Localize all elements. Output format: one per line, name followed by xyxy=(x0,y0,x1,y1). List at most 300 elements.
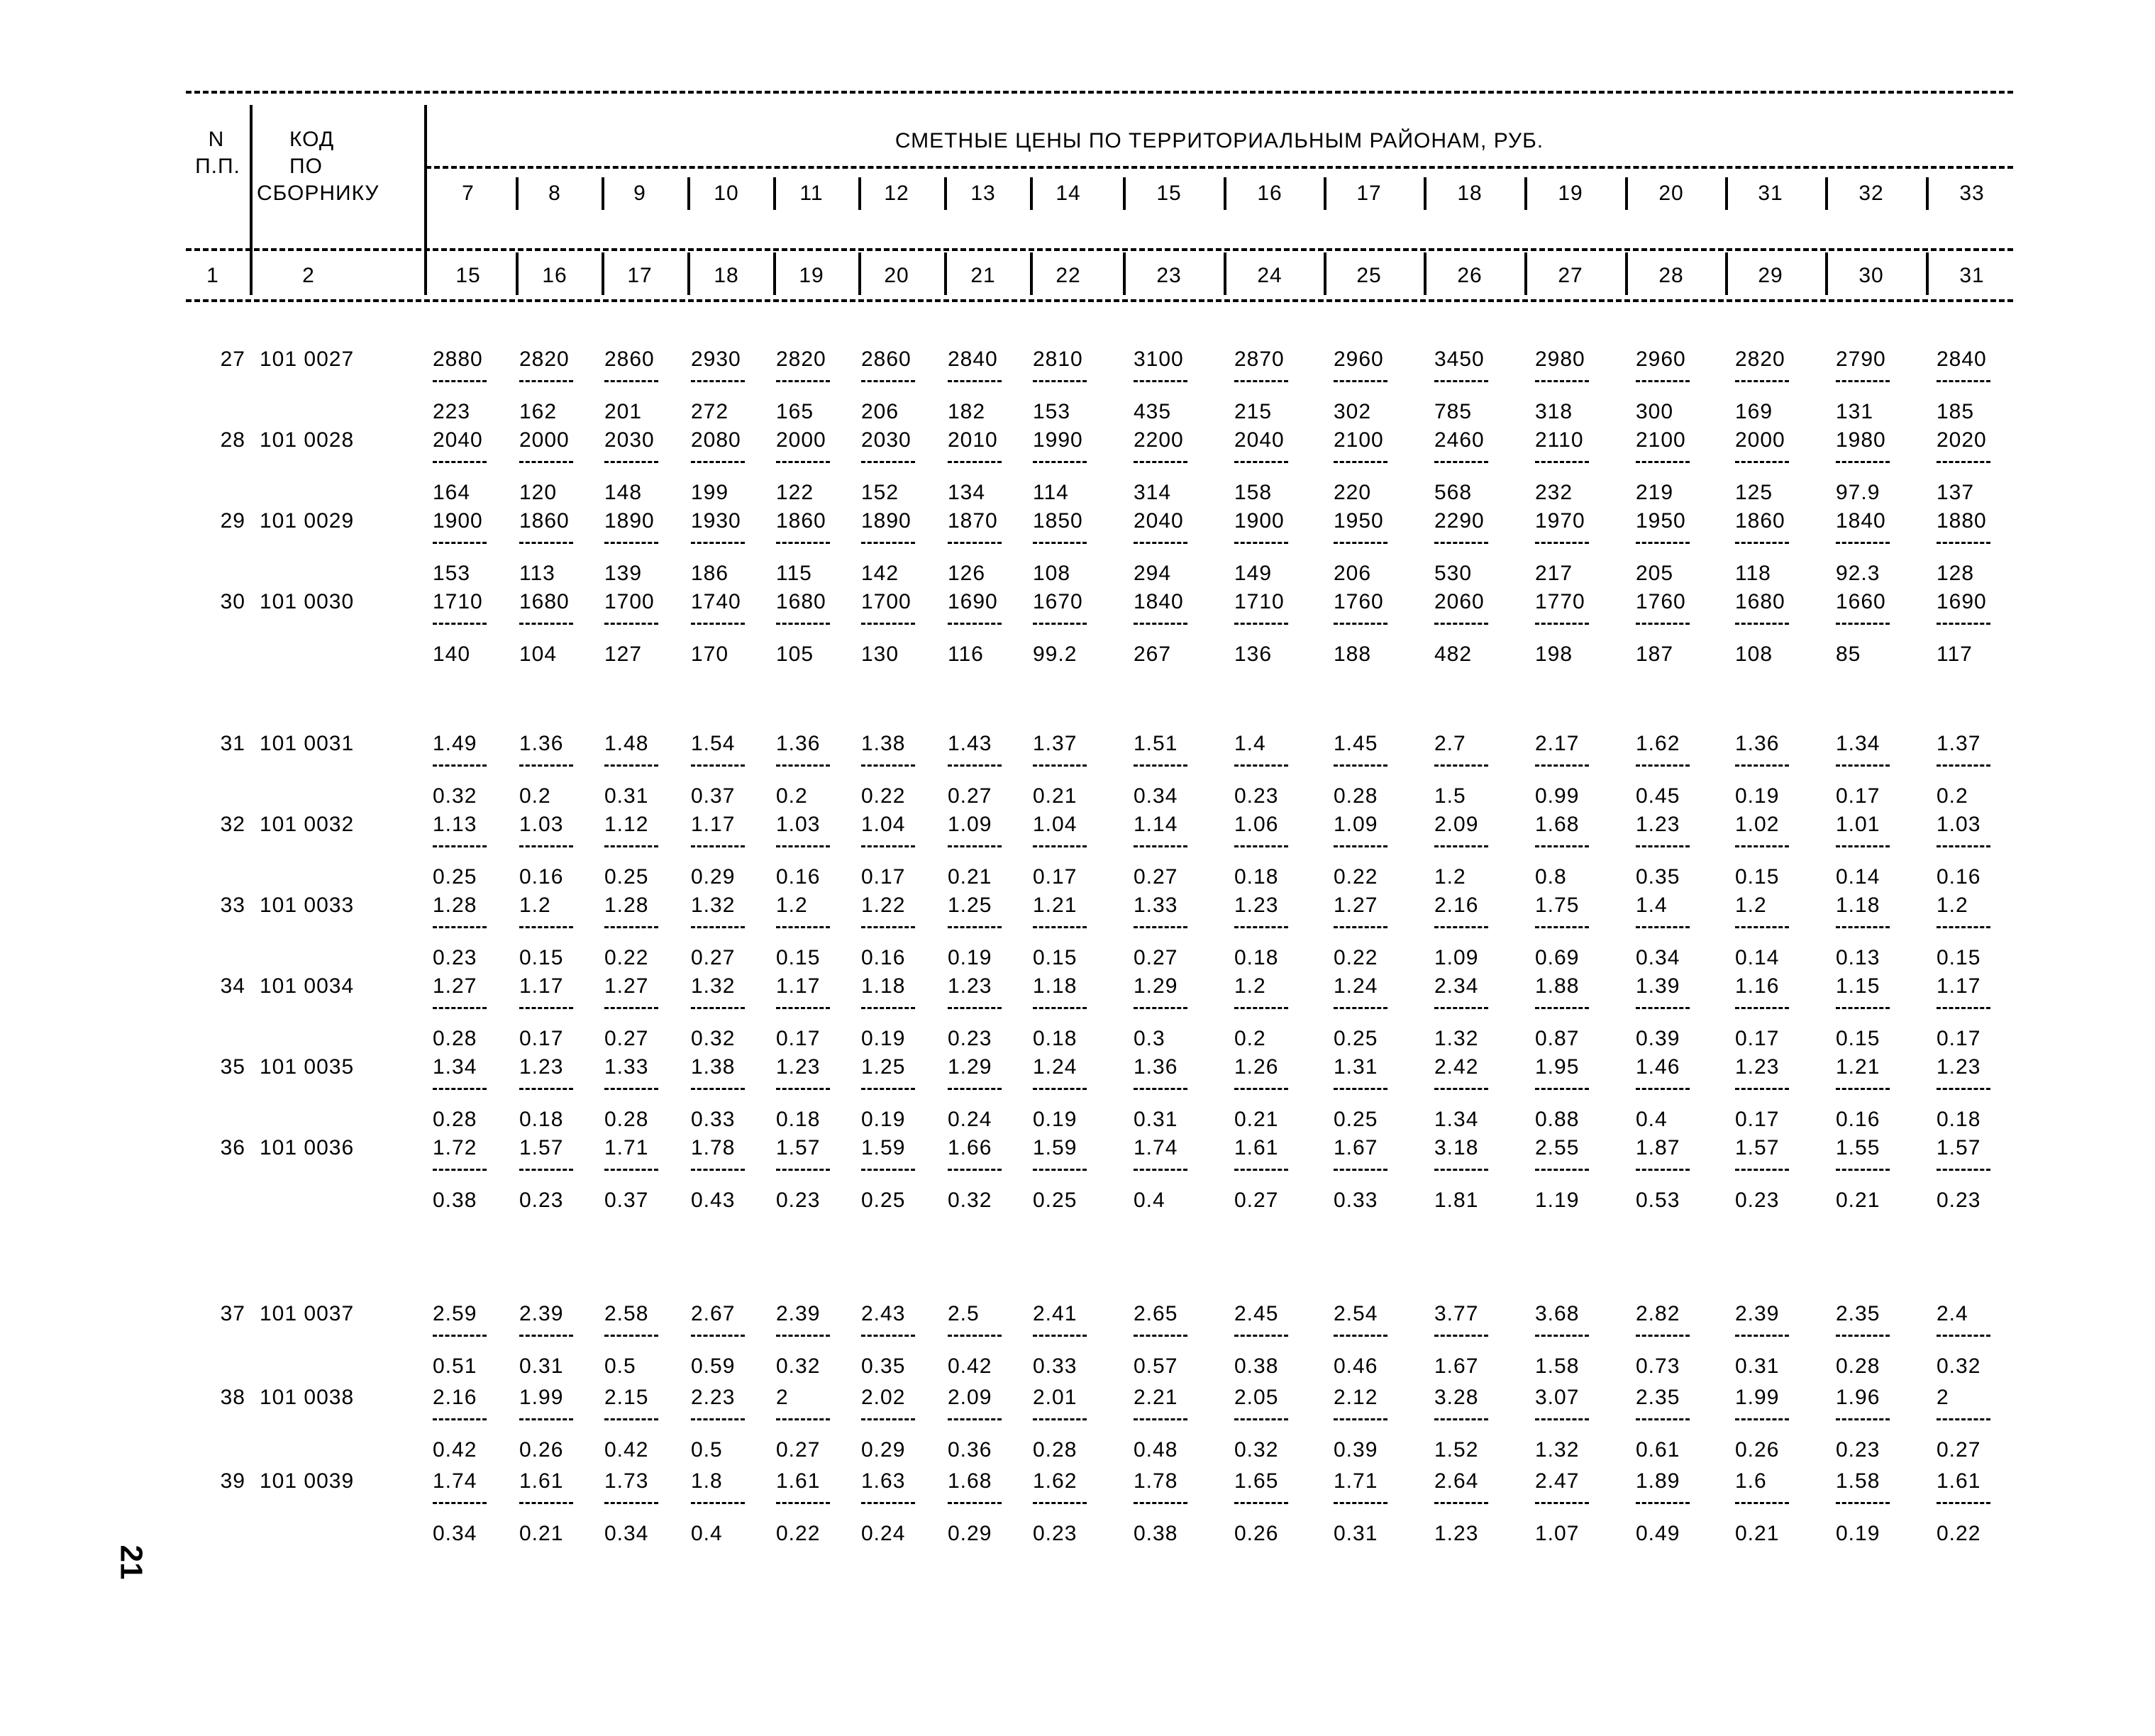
price-value: 2790 xyxy=(1836,347,1886,371)
price-value: 2960 xyxy=(1334,347,1384,371)
price-value: 2820 xyxy=(1735,347,1785,371)
price-value-secondary: 134 xyxy=(948,481,986,504)
fraction-line xyxy=(1033,1169,1087,1171)
fraction-line xyxy=(519,1418,573,1420)
fraction-line xyxy=(604,764,658,767)
fraction-line xyxy=(861,1418,915,1420)
colnum: 27 xyxy=(1558,264,1583,287)
price-value: 1930 xyxy=(691,509,741,533)
price-value: 1.23 xyxy=(1234,894,1279,917)
price-value: 2030 xyxy=(861,428,912,452)
fraction-line xyxy=(861,926,915,928)
colnum: 24 xyxy=(1257,264,1283,287)
price-value-secondary: 0.48 xyxy=(1134,1438,1178,1462)
price-value: 1.28 xyxy=(604,894,649,917)
price-value: 1.6 xyxy=(1735,1469,1767,1493)
colnum: 15 xyxy=(455,264,481,287)
colnum: 22 xyxy=(1056,264,1081,287)
fraction-line xyxy=(1636,380,1690,382)
colnum: 17 xyxy=(627,264,653,287)
row-number: 39 xyxy=(220,1469,245,1493)
price-value: 2.58 xyxy=(604,1302,649,1325)
price-value: 1.59 xyxy=(861,1136,906,1159)
price-value-secondary: 0.14 xyxy=(1735,946,1780,969)
fraction-line xyxy=(1535,845,1589,847)
price-value-secondary: 0.19 xyxy=(1033,1108,1078,1131)
fraction-line xyxy=(1937,764,1990,767)
header-bottom-rule xyxy=(186,299,2013,302)
price-value: 1.2 xyxy=(776,894,808,917)
price-value-secondary: 300 xyxy=(1636,400,1674,423)
price-value: 1.27 xyxy=(433,974,477,998)
price-value: 1.36 xyxy=(1134,1055,1178,1079)
fraction-line xyxy=(861,1169,915,1171)
price-value-secondary: 0.23 xyxy=(1033,1522,1078,1545)
price-value-secondary: 0.18 xyxy=(1234,946,1279,969)
fraction-line xyxy=(1434,1169,1488,1171)
price-value-secondary: 1.07 xyxy=(1535,1522,1580,1545)
column-divider xyxy=(944,252,947,295)
price-value: 1.25 xyxy=(948,894,992,917)
price-value: 1760 xyxy=(1334,590,1384,613)
price-value-secondary: 186 xyxy=(691,562,729,585)
fraction-line xyxy=(1033,926,1087,928)
price-value-secondary: 0.34 xyxy=(1636,946,1680,969)
colnum: 30 xyxy=(1858,264,1884,287)
column-divider xyxy=(1030,252,1033,295)
price-value: 1.99 xyxy=(519,1386,564,1409)
price-value: 1.06 xyxy=(1234,813,1279,836)
price-value: 1.61 xyxy=(1234,1136,1279,1159)
price-value-secondary: 0.13 xyxy=(1836,946,1880,969)
price-value-secondary: 0.16 xyxy=(776,865,821,889)
price-value-secondary: 219 xyxy=(1636,481,1674,504)
price-value-secondary: 302 xyxy=(1334,400,1372,423)
price-value: 1.75 xyxy=(1535,894,1580,917)
fraction-line xyxy=(1033,623,1087,625)
price-value: 1.4 xyxy=(1234,732,1266,755)
fraction-line xyxy=(1937,380,1990,382)
column-divider xyxy=(1030,177,1033,210)
price-value-secondary: 0.42 xyxy=(948,1354,992,1378)
price-value-secondary: 0.32 xyxy=(433,784,477,808)
price-value: 2 xyxy=(776,1386,789,1409)
colnum: 21 xyxy=(970,264,996,287)
fraction-line xyxy=(948,1007,1002,1009)
price-value: 1.62 xyxy=(1033,1469,1078,1493)
fraction-line xyxy=(1234,1502,1288,1504)
price-value-secondary: 0.99 xyxy=(1535,784,1580,808)
price-value-secondary: 0.19 xyxy=(861,1027,906,1050)
price-value: 1.43 xyxy=(948,732,992,755)
price-value-secondary: 0.17 xyxy=(776,1027,821,1050)
price-value: 2.09 xyxy=(948,1386,992,1409)
price-value: 2.15 xyxy=(604,1386,649,1409)
fraction-line xyxy=(861,1335,915,1337)
fraction-line xyxy=(1735,764,1789,767)
price-value: 1.74 xyxy=(433,1469,477,1493)
price-value-secondary: 0.17 xyxy=(861,865,906,889)
price-value-secondary: 185 xyxy=(1937,400,1975,423)
price-value: 1950 xyxy=(1636,509,1686,533)
fraction-line xyxy=(1134,926,1187,928)
price-value: 1.78 xyxy=(691,1136,736,1159)
price-value-secondary: 0.18 xyxy=(1937,1108,1981,1131)
price-value-secondary: 0.25 xyxy=(1334,1027,1378,1050)
price-value-secondary: 0.17 xyxy=(519,1027,564,1050)
price-value: 1.04 xyxy=(861,813,906,836)
price-value-secondary: 0.49 xyxy=(1636,1522,1680,1545)
column-divider xyxy=(773,252,776,295)
fraction-line xyxy=(1937,461,1990,463)
fraction-line xyxy=(691,1007,745,1009)
price-value-secondary: 142 xyxy=(861,562,899,585)
fraction-line xyxy=(604,1502,658,1504)
fraction-line xyxy=(1836,1502,1890,1504)
price-value-secondary: 0.87 xyxy=(1535,1027,1580,1050)
price-value-secondary: 169 xyxy=(1735,400,1773,423)
price-value: 1.24 xyxy=(1334,974,1378,998)
price-value-secondary: 0.25 xyxy=(604,865,649,889)
fraction-line xyxy=(776,845,830,847)
fraction-line xyxy=(1535,1169,1589,1171)
fraction-line xyxy=(1836,764,1890,767)
row-code: 101 0037 xyxy=(260,1302,355,1325)
price-value: 1.73 xyxy=(604,1469,649,1493)
fraction-line xyxy=(519,1502,573,1504)
price-value-secondary: 0.73 xyxy=(1636,1354,1680,1378)
fraction-line xyxy=(1937,1169,1990,1171)
price-value: 2110 xyxy=(1535,428,1584,452)
price-value-secondary: 182 xyxy=(948,400,986,423)
price-value-secondary: 108 xyxy=(1735,642,1773,666)
column-divider xyxy=(858,177,861,210)
price-value-secondary: 0.39 xyxy=(1334,1438,1378,1462)
price-value-secondary: 1.67 xyxy=(1434,1354,1479,1378)
column-divider xyxy=(516,177,519,210)
price-value: 2820 xyxy=(519,347,570,371)
price-value-secondary: 0.4 xyxy=(691,1522,723,1545)
price-value-secondary: 0.57 xyxy=(1134,1354,1178,1378)
price-value: 1860 xyxy=(776,509,826,533)
row-number: 35 xyxy=(220,1055,245,1079)
fraction-line xyxy=(1334,845,1387,847)
column-divider xyxy=(858,252,861,295)
price-value-secondary: 785 xyxy=(1434,400,1473,423)
price-value-secondary: 0.27 xyxy=(948,784,992,808)
price-value: 2100 xyxy=(1334,428,1384,452)
price-value: 1890 xyxy=(861,509,912,533)
fraction-line xyxy=(1535,926,1589,928)
fraction-line xyxy=(519,461,573,463)
fraction-line xyxy=(1134,764,1187,767)
price-value: 1.32 xyxy=(691,894,736,917)
price-value: 1.15 xyxy=(1836,974,1880,998)
price-value-secondary: 0.18 xyxy=(776,1108,821,1131)
fraction-line xyxy=(948,1335,1002,1337)
fraction-line xyxy=(1535,1502,1589,1504)
price-value-secondary: 530 xyxy=(1434,562,1473,585)
price-value-secondary: 0.18 xyxy=(519,1108,564,1131)
price-value-secondary: 0.21 xyxy=(519,1522,564,1545)
fraction-line xyxy=(1234,926,1288,928)
price-value-secondary: 0.25 xyxy=(1334,1108,1378,1131)
fraction-line xyxy=(948,764,1002,767)
column-divider xyxy=(687,252,690,295)
fraction-line xyxy=(1836,380,1890,382)
price-value: 1.33 xyxy=(1134,894,1178,917)
price-value-secondary: 153 xyxy=(1033,400,1071,423)
price-value-secondary: 272 xyxy=(691,400,729,423)
price-value: 2.55 xyxy=(1535,1136,1580,1159)
region-header: 13 xyxy=(970,182,996,205)
row-number: 38 xyxy=(220,1386,245,1409)
fraction-line xyxy=(1334,1502,1387,1504)
price-value-secondary: 0.16 xyxy=(519,865,564,889)
price-value: 2010 xyxy=(948,428,998,452)
fraction-line xyxy=(519,926,573,928)
column-divider xyxy=(1224,252,1226,295)
top-rule xyxy=(186,91,2013,94)
price-value: 1.68 xyxy=(1535,813,1580,836)
column-divider xyxy=(687,177,690,210)
row-number: 31 xyxy=(220,732,245,755)
price-value-secondary: 152 xyxy=(861,481,899,504)
price-value: 1.34 xyxy=(1836,732,1880,755)
fraction-line xyxy=(861,1502,915,1504)
region-header: 10 xyxy=(714,182,739,205)
row-code: 101 0027 xyxy=(260,347,355,371)
price-value-secondary: 0.21 xyxy=(1735,1522,1780,1545)
price-value: 1.57 xyxy=(1937,1136,1981,1159)
price-value: 1.72 xyxy=(433,1136,477,1159)
price-value-secondary: 0.31 xyxy=(1334,1522,1378,1545)
fraction-line xyxy=(948,542,1002,544)
price-value-secondary: 162 xyxy=(519,400,558,423)
price-value: 2.45 xyxy=(1234,1302,1279,1325)
fraction-line xyxy=(604,845,658,847)
price-value-secondary: 126 xyxy=(948,562,986,585)
fraction-line xyxy=(1434,764,1488,767)
row-code: 101 0030 xyxy=(260,590,355,613)
price-value-secondary: 0.35 xyxy=(1636,865,1680,889)
price-value-secondary: 0.33 xyxy=(691,1108,736,1131)
price-value-secondary: 0.61 xyxy=(1636,1438,1680,1462)
price-value-secondary: 0.27 xyxy=(776,1438,821,1462)
price-value: 2840 xyxy=(948,347,998,371)
region-header: 33 xyxy=(1959,182,1985,205)
column-divider xyxy=(1625,177,1628,210)
price-value-secondary: 0.17 xyxy=(1836,784,1880,808)
fraction-line xyxy=(1234,1335,1288,1337)
fraction-line xyxy=(433,1335,487,1337)
fraction-line xyxy=(1134,1169,1187,1171)
fraction-line xyxy=(1937,542,1990,544)
row-code: 101 0036 xyxy=(260,1136,355,1159)
fraction-line xyxy=(1636,1007,1690,1009)
price-value-secondary: 0.22 xyxy=(1937,1522,1981,1545)
fraction-line xyxy=(519,1169,573,1171)
price-value-secondary: 0.69 xyxy=(1535,946,1580,969)
fraction-line xyxy=(691,1088,745,1090)
price-value-secondary: 0.29 xyxy=(861,1438,906,1462)
fraction-line xyxy=(1033,764,1087,767)
fraction-line xyxy=(776,1088,830,1090)
header-sborniku: СБОРНИКУ xyxy=(257,182,380,205)
price-value: 1.31 xyxy=(1334,1055,1378,1079)
fraction-line xyxy=(1434,1335,1488,1337)
price-value-secondary: 0.15 xyxy=(1033,946,1078,969)
price-value: 1.23 xyxy=(776,1055,821,1079)
fraction-line xyxy=(1334,1088,1387,1090)
fraction-line xyxy=(776,1169,830,1171)
price-value: 2.64 xyxy=(1434,1469,1479,1493)
fraction-line xyxy=(1735,380,1789,382)
price-value: 1.28 xyxy=(433,894,477,917)
price-value-secondary: 130 xyxy=(861,642,899,666)
divider-code-prices xyxy=(424,105,427,295)
fraction-line xyxy=(1334,1418,1387,1420)
column-divider xyxy=(602,177,604,210)
price-value-secondary: 0.19 xyxy=(948,946,992,969)
row-number: 37 xyxy=(220,1302,245,1325)
price-value-secondary: 0.2 xyxy=(1234,1027,1266,1050)
fraction-line xyxy=(1836,1007,1890,1009)
price-value-secondary: 113 xyxy=(519,562,555,585)
fraction-line xyxy=(1636,1088,1690,1090)
fraction-line xyxy=(433,623,487,625)
price-value: 1.03 xyxy=(1937,813,1981,836)
fraction-line xyxy=(1535,542,1589,544)
column-divider xyxy=(1926,177,1929,210)
header-mid-rule xyxy=(186,248,2013,251)
price-value: 1860 xyxy=(519,509,570,533)
fraction-line xyxy=(1033,1007,1087,1009)
price-value: 2.4 xyxy=(1937,1302,1968,1325)
price-value-secondary: 0.28 xyxy=(604,1108,649,1131)
colnum: 18 xyxy=(714,264,739,287)
price-value: 1890 xyxy=(604,509,655,533)
price-value: 1.18 xyxy=(1836,894,1880,917)
price-value-secondary: 0.28 xyxy=(1334,784,1378,808)
fraction-line xyxy=(1636,764,1690,767)
fraction-line xyxy=(1535,461,1589,463)
fraction-line xyxy=(776,764,830,767)
fraction-line xyxy=(1334,380,1387,382)
colnum: 28 xyxy=(1658,264,1684,287)
price-value: 1.38 xyxy=(691,1055,736,1079)
price-value: 1870 xyxy=(948,509,998,533)
price-value-secondary: 0.4 xyxy=(1636,1108,1668,1131)
price-value: 1.51 xyxy=(1134,732,1178,755)
row-code: 101 0038 xyxy=(260,1386,355,1409)
column-divider xyxy=(1926,252,1929,295)
fraction-line xyxy=(604,461,658,463)
price-value-secondary: 137 xyxy=(1937,481,1975,504)
fraction-line xyxy=(604,623,658,625)
column-divider xyxy=(1123,177,1126,210)
fraction-line xyxy=(691,623,745,625)
fraction-line xyxy=(433,1007,487,1009)
fraction-line xyxy=(1735,845,1789,847)
price-value: 2.43 xyxy=(861,1302,906,1325)
price-value-secondary: 0.45 xyxy=(1636,784,1680,808)
fraction-line xyxy=(691,542,745,544)
fraction-line xyxy=(1334,461,1387,463)
fraction-line xyxy=(948,623,1002,625)
price-value-secondary: 0.29 xyxy=(691,865,736,889)
fraction-line xyxy=(1334,764,1387,767)
price-value-secondary: 158 xyxy=(1234,481,1273,504)
price-value-secondary: 165 xyxy=(776,400,814,423)
fraction-line xyxy=(433,926,487,928)
price-value-secondary: 0.15 xyxy=(1937,946,1981,969)
price-value-secondary: 148 xyxy=(604,481,643,504)
fraction-line xyxy=(1937,1088,1990,1090)
price-value: 1.57 xyxy=(519,1136,564,1159)
price-value: 1.22 xyxy=(861,894,906,917)
fraction-line xyxy=(1735,1007,1789,1009)
price-value: 2860 xyxy=(604,347,655,371)
fraction-line xyxy=(1134,461,1187,463)
price-value-secondary: 0.42 xyxy=(604,1438,649,1462)
fraction-line xyxy=(519,764,573,767)
fraction-line xyxy=(776,1502,830,1504)
price-value: 1.27 xyxy=(604,974,649,998)
price-value: 2.35 xyxy=(1636,1386,1680,1409)
price-value: 1.25 xyxy=(861,1055,906,1079)
price-value-secondary: 0.16 xyxy=(861,946,906,969)
price-value: 2020 xyxy=(1937,428,1987,452)
price-value-secondary: 206 xyxy=(1334,562,1372,585)
price-value-secondary: 1.2 xyxy=(1434,865,1466,889)
fraction-line xyxy=(1735,542,1789,544)
price-value: 2.39 xyxy=(1735,1302,1780,1325)
price-value: 2860 xyxy=(861,347,912,371)
colnum: 29 xyxy=(1758,264,1783,287)
region-header: 18 xyxy=(1457,182,1483,205)
price-value-secondary: 0.17 xyxy=(1735,1108,1780,1131)
price-value-secondary: 0.32 xyxy=(1937,1354,1981,1378)
price-value-secondary: 117 xyxy=(1937,642,1973,666)
row-code: 101 0033 xyxy=(260,894,355,917)
price-value: 2960 xyxy=(1636,347,1686,371)
price-value-secondary: 0.23 xyxy=(519,1189,564,1212)
price-value-secondary: 115 xyxy=(776,562,812,585)
fraction-line xyxy=(433,1502,487,1504)
price-value: 2.16 xyxy=(433,1386,477,1409)
region-header: 15 xyxy=(1156,182,1182,205)
price-value: 1.74 xyxy=(1134,1136,1178,1159)
price-value-secondary: 114 xyxy=(1033,481,1069,504)
price-value: 1.4 xyxy=(1636,894,1668,917)
price-value: 2290 xyxy=(1434,509,1485,533)
price-value-secondary: 568 xyxy=(1434,481,1473,504)
price-value-secondary: 105 xyxy=(776,642,814,666)
fraction-line xyxy=(691,764,745,767)
price-value: 2460 xyxy=(1434,428,1485,452)
price-value: 1840 xyxy=(1134,590,1184,613)
price-value: 1990 xyxy=(1033,428,1083,452)
fraction-line xyxy=(1033,1088,1087,1090)
price-value: 3.07 xyxy=(1535,1386,1580,1409)
fraction-line xyxy=(519,542,573,544)
price-value: 2820 xyxy=(776,347,826,371)
fraction-line xyxy=(604,926,658,928)
price-value: 2.42 xyxy=(1434,1055,1479,1079)
fraction-line xyxy=(1234,461,1288,463)
price-value-secondary: 0.46 xyxy=(1334,1354,1378,1378)
